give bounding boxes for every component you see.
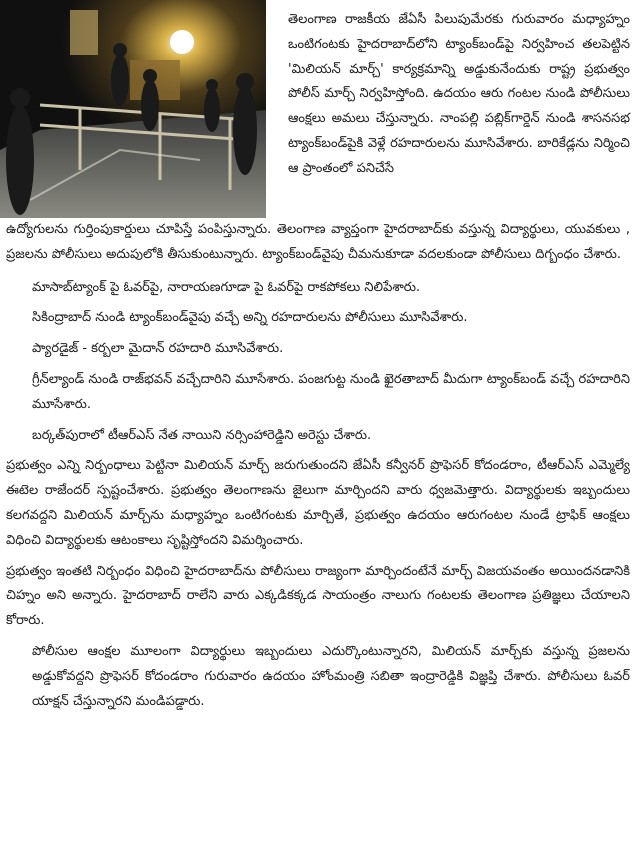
paragraph: ప్యారడైజ్ - కర్బలా మైదాన్ రహదారి మూసివేశారు.: [32, 341, 284, 357]
lead-paragraph-part: తెలంగాణ రాజకీయ జేఏసీ పిలుపుమేరకు గురువారం మధ్యాహ్నం ఒంటిగంటకు హైదరాబాద్‌లోని ట్యాంక్‌బండ్‌పై నిర్వహించ తలపెట్టిన 'మిలియన్ మార్చ్' కార్యక్రమాన్ని అడ్డుకునేందుకు రాష్ట్ర ప్రభుత్వం పోలీస్ మార్చ్ నిర్వహిస్తోంది. ఉదయం ఆరు గంటల నుండి పోలీసులు ఆంక్షలు అమలు చేస్తున్నారు. నాంపల్లి పబ్లిక్‌గార్డెన్ నుండి శాసనసభ ట్యాంక్‌బండ్‌పైకి వెళ్లే రహదారులను మూసివేశారు. బారికేడ్లను నిర్మించి ఆ ప్రాంతంలో పనిచేసే: [288, 12, 630, 176]
paragraph: మాసాబ్‌ట్యాంక్ పై ఓవర్‌పై, నారాయణగూడా పై ఓవర్‌పై రాకపోకలు నిలిపేశారు.: [32, 279, 421, 295]
paragraph: గ్రీన్‌ల్యాండ్ నుండి రాజ్‌భవన్ వచ్చేదారిని మూసేశారు. పంజగుట్ట నుండి ఖైరతాబాద్ మీదుగా ట్యాంక్‌బండ్ వచ్చే రహదారిని మూసేశారు.: [32, 371, 630, 412]
article-body: [6, 218, 630, 714]
paragraph: సికింద్రాబాద్ నుండి ట్యాంక్‌బండ్‌వైపు వచ్చే అన్ని రహదారులను పోలీసులు మూసివేశారు.: [32, 310, 468, 326]
lead-paragraph-continuation: ఉద్యోగులను గుర్తింపుకార్డులు చూపిస్తే పంపిస్తున్నారు. తెలంగాణ వ్యాప్తంగా హైదరాబాద్‌కు వస్తున్న విద్యార్థులు, యువకులు , ప్రజలను పోలీసులు అదుపులోకి తీసుకుంటున్నారు. ట్యాంక్‌బండ్‌వైపు చీమనుకూడా వదలకుండా పోలీసులు దిగ్బంధం చేశారు.: [6, 222, 630, 262]
paragraph: పోలీసుల ఆంక్షల మూలంగా విద్యార్థులు ఇబ్బందులు ఎదుర్కొంటున్నారని, మిలియన్ మార్చ్‌కు వస్తున్న ప్రజలను అడ్డుకోవద్దని ప్రొఫెసర్ కోదండరాం గురువారం ఉదయం హోంమంత్రి సబితా ఇంద్రారెడ్డికి విజ్ఞప్తి చేశారు. పోలీసులు ఓవర్ యాక్షన్ చేస్తున్నారని మండిపడ్డారు.: [32, 643, 630, 709]
lead-paragraph-block: [288, 8, 630, 182]
paragraph: ప్రభుత్వం ఎన్ని నిర్బంధాలు పెట్టినా మిలియన్ మార్చ్ జరుగుతుందని జేఏసీ కన్వీనర్ ప్రొఫెసర్ కోదండరాం, టీఆర్ఎస్ ఎమ్మెల్యే ఈటెల రాజేందర్ స్పష్టంచేశారు. ప్రభుత్వం తెలంగాణను జైలుగా మార్చిందని వారు ధ్వజమెత్తారు. విద్యార్థులకు ఇబ్బందులు కలగవద్దని మిలియన్ మార్చ్‌ను మధ్యాహ్నం ఒంటిగంటకు మార్చితే, ప్రభుత్వం ఉదయం ఆరుగంటల నుండే ట్రాఫిక్ ఆంక్షలు విధించి విద్యార్థులకు ఆటంకాలు సృష్టిస్తోందని విమర్శించారు.: [6, 458, 630, 548]
news-photo: [0, 0, 266, 218]
paragraph: ప్రభుత్వం ఇంతటి నిర్బంధం విధించి హైదరాబాద్‌ను పోలీసులు రాజ్యంగా మార్చిందంటేనే మార్చ్ విజయవంతం అయిందనడానికి చిహ్నం అని అన్నారు. హైదరాబాద్ రాలేని వారు ఎక్కడికక్కడ సాయంత్రం నాలుగు గంటలకు తెలంగాణ ప్రతిజ్ఞలు చేయాలని కోరారు.: [6, 563, 630, 629]
paragraph: బర్కత్‌పురాలో టీఆర్ఎస్ నేత నాయిని నర్సింహారెడ్డిని అరెస్టు చేశారు.: [32, 427, 372, 443]
